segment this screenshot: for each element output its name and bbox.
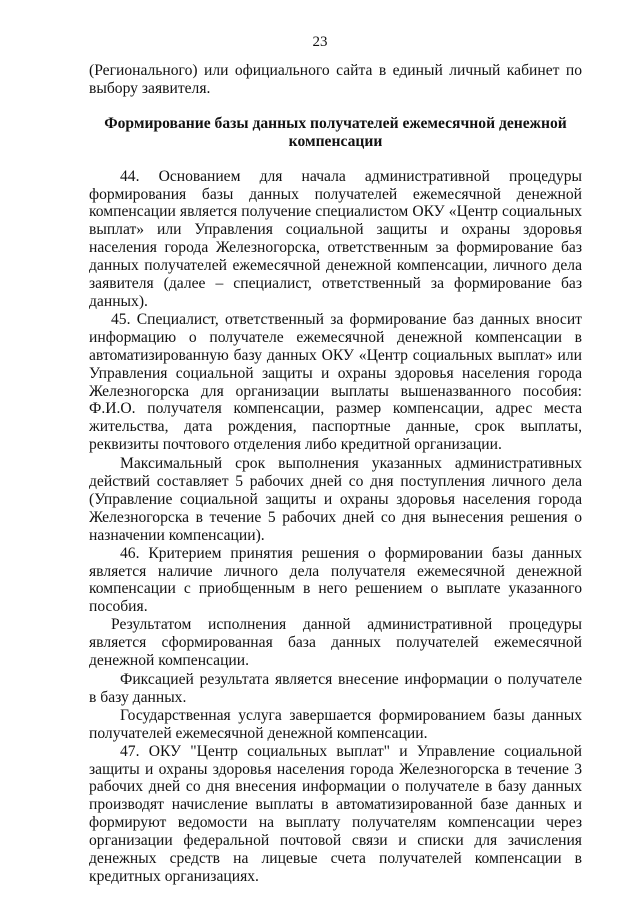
intro-paragraph: (Регионального) или официального сайта в единый личный кабинет по выбору заявителя. (89, 62, 582, 97)
page-number: 23 (312, 34, 328, 50)
paragraph-44: 44. Основанием для начала административной процедуры формирования базы данных получателей ежемесячной денежной компенсации является получение специалистом ОКУ «Центр социальных выплат» или Управления социальной защиты и охраны здоровья населения города Железногорска, ответственным за формирование баз данных получателей ежемесячной денежной компенсации, личного дела заявителя (далее – специалист, ответственный за формирование баз данных). (89, 167, 582, 310)
document-body (89, 62, 582, 886)
paragraph-45: 45. Специалист, ответственный за формирование баз данных вносит информацию о получателе ежемесячной денежной компенсации в автоматизированную базу данных ОКУ «Центр социальных выплат» или Управления социальной защиты и охраны здоровья населения города Железногорска для организации выплаты вышеназванного пособия: Ф.И.О. получателя компенсации, размер компенсации, адрес места жительства, дата рождения, паспортные данные, срок выплаты, реквизиты почтового отделения либо кредитной организации. (89, 310, 582, 454)
paragraph-46: 46. Критерием принятия решения о формировании базы данных является наличие личного дела получателя ежемесячной денежной компенсации с приобщенным в него решением о выплате указанного пособия. (89, 544, 582, 616)
section-heading: Формирование базы данных получателей ежемесячной денежной компенсации (104, 114, 567, 150)
paragraph-fixation: Фиксацией результата является внесение информации о получателе в базу данных. (89, 671, 582, 706)
paragraph-completion: Государственная услуга завершается формированием базы данных получателей ежемесячной денежной компенсации. (89, 706, 582, 742)
paragraph-47: 47. ОКУ "Центр социальных выплат" и Управление социальной защиты и охраны здоровья населения города Железногорска в течение 3 рабочих дней со дня внесения информации о получателе в базу данных производят начисление выплаты в автоматизированной базе данных и формируют ведомости на выплату получателям компенсации через организации федеральной почтовой связи и списки для зачисления денежных средств на лицевые счета получателей компенсации в кредитных организациях. (89, 742, 582, 885)
paragraph-max-term: Максимальный срок выполнения указанных административных действий составляет 5 рабочих дней со дня поступления личного дела (Управление социальной защиты и охраны здоровья населения города Железногорска в течение 5 рабочих дней со дня вынесения решения о назначении компенсации). (89, 455, 582, 544)
paragraph-result: Результатом исполнения данной административной процедуры является сформированная база данных получателей ежемесячной денежной компенсации. (89, 616, 582, 670)
